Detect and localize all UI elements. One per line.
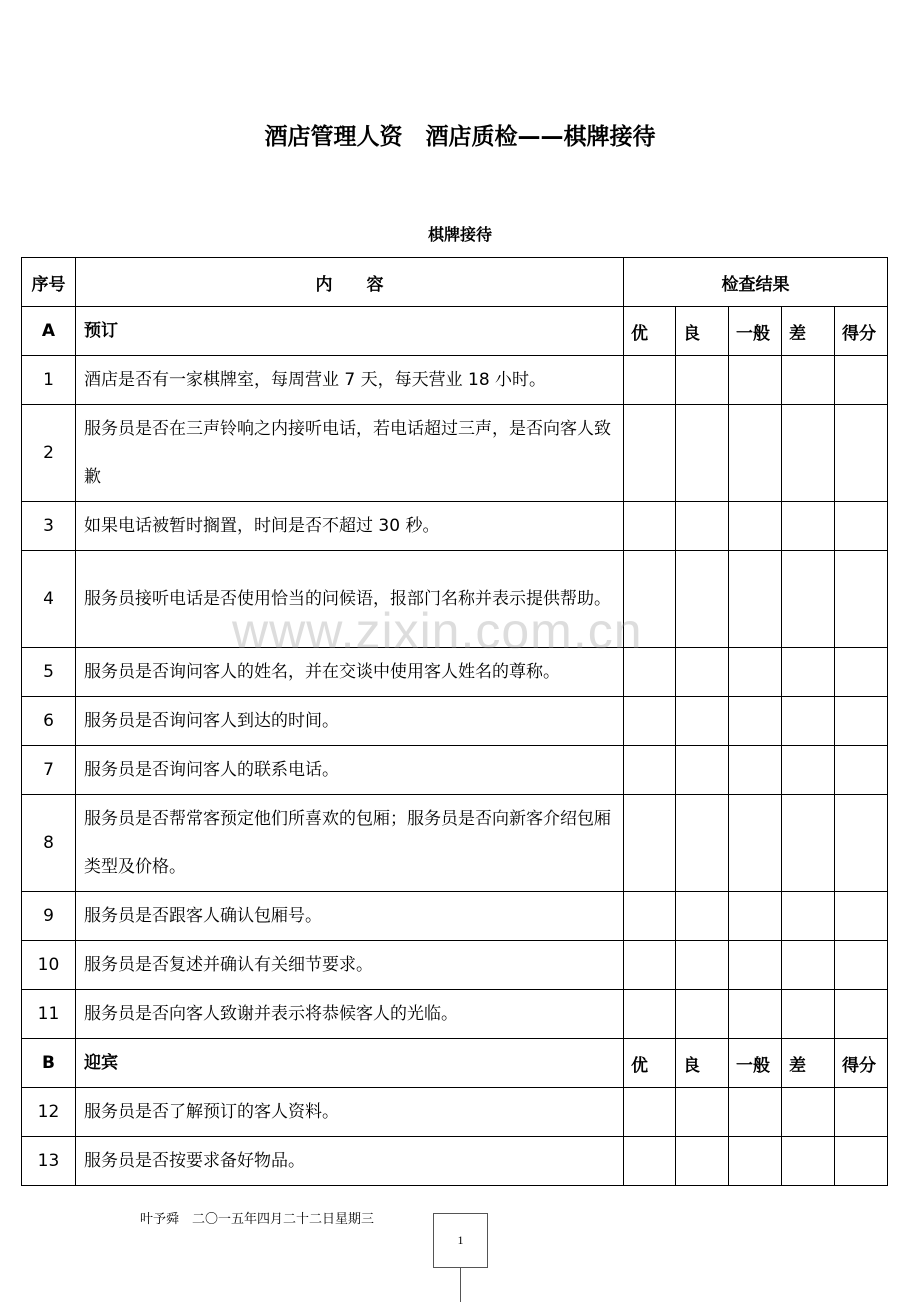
score-cell[interactable] <box>676 795 729 892</box>
score-cell[interactable] <box>624 502 676 551</box>
score-cell[interactable] <box>676 941 729 990</box>
row-criterion: 服务员接听电话是否使用恰当的问候语，报部门名称并表示提供帮助。 <box>76 551 624 648</box>
row-criterion: 服务员是否了解预订的客人资料。 <box>76 1088 624 1137</box>
row-criterion: 酒店是否有一家棋牌室，每周营业 7 天，每天营业 18 小时。 <box>76 356 624 405</box>
score-cell[interactable] <box>835 697 888 746</box>
score-cell[interactable] <box>729 941 782 990</box>
score-cell[interactable] <box>835 990 888 1039</box>
score-cell[interactable] <box>676 648 729 697</box>
score-cell[interactable] <box>729 648 782 697</box>
score-cell[interactable] <box>676 892 729 941</box>
page-number: 1 <box>457 1233 464 1247</box>
grade-header: 优 <box>624 307 676 356</box>
row-criterion: 服务员是否询问客人到达的时间。 <box>76 697 624 746</box>
score-cell[interactable] <box>624 1137 676 1186</box>
score-cell[interactable] <box>676 1088 729 1137</box>
score-cell[interactable] <box>676 551 729 648</box>
score-cell[interactable] <box>676 405 729 502</box>
checklist-row <box>22 502 888 551</box>
row-number: 5 <box>22 648 76 697</box>
score-cell[interactable] <box>624 990 676 1039</box>
section-code: B <box>22 1039 76 1088</box>
checklist-row <box>22 795 888 892</box>
section-name: 预订 <box>76 307 624 356</box>
grade-header: 优 <box>624 1039 676 1088</box>
score-cell[interactable] <box>782 648 835 697</box>
score-cell[interactable] <box>729 697 782 746</box>
score-cell[interactable] <box>835 1137 888 1186</box>
score-cell[interactable] <box>676 502 729 551</box>
score-cell[interactable] <box>782 502 835 551</box>
score-cell[interactable] <box>782 941 835 990</box>
score-cell[interactable] <box>676 697 729 746</box>
score-cell[interactable] <box>782 892 835 941</box>
row-number: 4 <box>22 551 76 648</box>
checklist-row <box>22 1088 888 1137</box>
checklist-row <box>22 1137 888 1186</box>
score-cell[interactable] <box>782 551 835 648</box>
checklist-row <box>22 405 888 502</box>
score-cell[interactable] <box>624 697 676 746</box>
checklist-row <box>22 356 888 405</box>
grade-header: 得分 <box>835 307 888 356</box>
score-cell[interactable] <box>729 795 782 892</box>
grade-header: 差 <box>782 307 835 356</box>
score-cell[interactable] <box>782 697 835 746</box>
score-cell[interactable] <box>835 551 888 648</box>
grade-header: 一般 <box>729 307 782 356</box>
row-number: 3 <box>22 502 76 551</box>
score-cell[interactable] <box>624 648 676 697</box>
score-cell[interactable] <box>624 746 676 795</box>
section-code: A <box>22 307 76 356</box>
score-cell[interactable] <box>835 356 888 405</box>
row-number: 11 <box>22 990 76 1039</box>
score-cell[interactable] <box>676 1137 729 1186</box>
score-cell[interactable] <box>729 405 782 502</box>
grade-header: 得分 <box>835 1039 888 1088</box>
row-criterion: 如果电话被暂时搁置，时间是否不超过 30 秒。 <box>76 502 624 551</box>
score-cell[interactable] <box>624 941 676 990</box>
score-cell[interactable] <box>835 892 888 941</box>
row-criterion: 服务员是否跟客人确认包厢号。 <box>76 892 624 941</box>
score-cell[interactable] <box>676 746 729 795</box>
row-number: 1 <box>22 356 76 405</box>
row-number: 10 <box>22 941 76 990</box>
score-cell[interactable] <box>624 795 676 892</box>
score-cell[interactable] <box>676 990 729 1039</box>
score-cell[interactable] <box>729 1137 782 1186</box>
row-number: 6 <box>22 697 76 746</box>
header-content: 内 容 <box>76 258 624 307</box>
score-cell[interactable] <box>835 648 888 697</box>
row-criterion: 服务员是否复述并确认有关细节要求。 <box>76 941 624 990</box>
score-cell[interactable] <box>729 892 782 941</box>
score-cell[interactable] <box>782 405 835 502</box>
grade-header: 一般 <box>729 1039 782 1088</box>
header-result: 检查结果 <box>624 258 888 307</box>
checklist-row <box>22 648 888 697</box>
row-criterion: 服务员是否询问客人的联系电话。 <box>76 746 624 795</box>
watermark: www.zixin.com.cn <box>232 603 643 659</box>
score-cell[interactable] <box>782 1088 835 1137</box>
score-cell[interactable] <box>835 502 888 551</box>
page-divider-line <box>460 1267 461 1302</box>
grade-header: 良 <box>676 307 729 356</box>
score-cell[interactable] <box>835 1088 888 1137</box>
document-title: 酒店管理人资 酒店质检——棋牌接待 <box>264 124 656 150</box>
score-cell[interactable] <box>729 1088 782 1137</box>
score-cell[interactable] <box>782 795 835 892</box>
score-cell[interactable] <box>729 356 782 405</box>
row-number: 12 <box>22 1088 76 1137</box>
page-number-box <box>433 1213 488 1268</box>
score-cell[interactable] <box>782 1137 835 1186</box>
score-cell[interactable] <box>782 990 835 1039</box>
section-row <box>22 307 888 356</box>
row-criterion: 服务员是否询问客人的姓名，并在交谈中使用客人姓名的尊称。 <box>76 648 624 697</box>
score-cell[interactable] <box>835 941 888 990</box>
score-cell[interactable] <box>729 990 782 1039</box>
score-cell[interactable] <box>676 356 729 405</box>
grade-header: 良 <box>676 1039 729 1088</box>
score-cell[interactable] <box>729 502 782 551</box>
row-criterion: 服务员是否按要求备好物品。 <box>76 1137 624 1186</box>
checklist-row <box>22 941 888 990</box>
row-number: 7 <box>22 746 76 795</box>
checklist-row <box>22 990 888 1039</box>
score-cell[interactable] <box>729 551 782 648</box>
score-cell[interactable] <box>624 1088 676 1137</box>
score-cell[interactable] <box>624 551 676 648</box>
checklist-row <box>22 697 888 746</box>
row-criterion: 服务员是否帮常客预定他们所喜欢的包厢；服务员是否向新客介绍包厢类型及价格。 <box>76 795 624 892</box>
inspection-table <box>21 257 888 1186</box>
section-row <box>22 1039 888 1088</box>
header-seq: 序号 <box>22 258 76 307</box>
checklist-row <box>22 551 888 648</box>
footer-text: 叶予舜 二〇一五年四月二十二日星期三 <box>140 1212 375 1227</box>
grade-header: 差 <box>782 1039 835 1088</box>
score-cell[interactable] <box>835 795 888 892</box>
score-cell[interactable] <box>624 892 676 941</box>
score-cell[interactable] <box>835 405 888 502</box>
row-number: 9 <box>22 892 76 941</box>
row-number: 2 <box>22 405 76 502</box>
checklist-row <box>22 746 888 795</box>
score-cell[interactable] <box>624 356 676 405</box>
checklist-row <box>22 892 888 941</box>
score-cell[interactable] <box>835 746 888 795</box>
row-number: 8 <box>22 795 76 892</box>
row-number: 13 <box>22 1137 76 1186</box>
row-criterion: 服务员是否在三声铃响之内接听电话，若电话超过三声，是否向客人致歉 <box>76 405 624 502</box>
header-row <box>22 258 888 307</box>
score-cell[interactable] <box>782 746 835 795</box>
score-cell[interactable] <box>624 405 676 502</box>
table-caption: 棋牌接待 <box>427 225 492 244</box>
section-name: 迎宾 <box>76 1039 624 1088</box>
score-cell[interactable] <box>782 356 835 405</box>
score-cell[interactable] <box>729 746 782 795</box>
row-criterion: 服务员是否向客人致谢并表示将恭候客人的光临。 <box>76 990 624 1039</box>
